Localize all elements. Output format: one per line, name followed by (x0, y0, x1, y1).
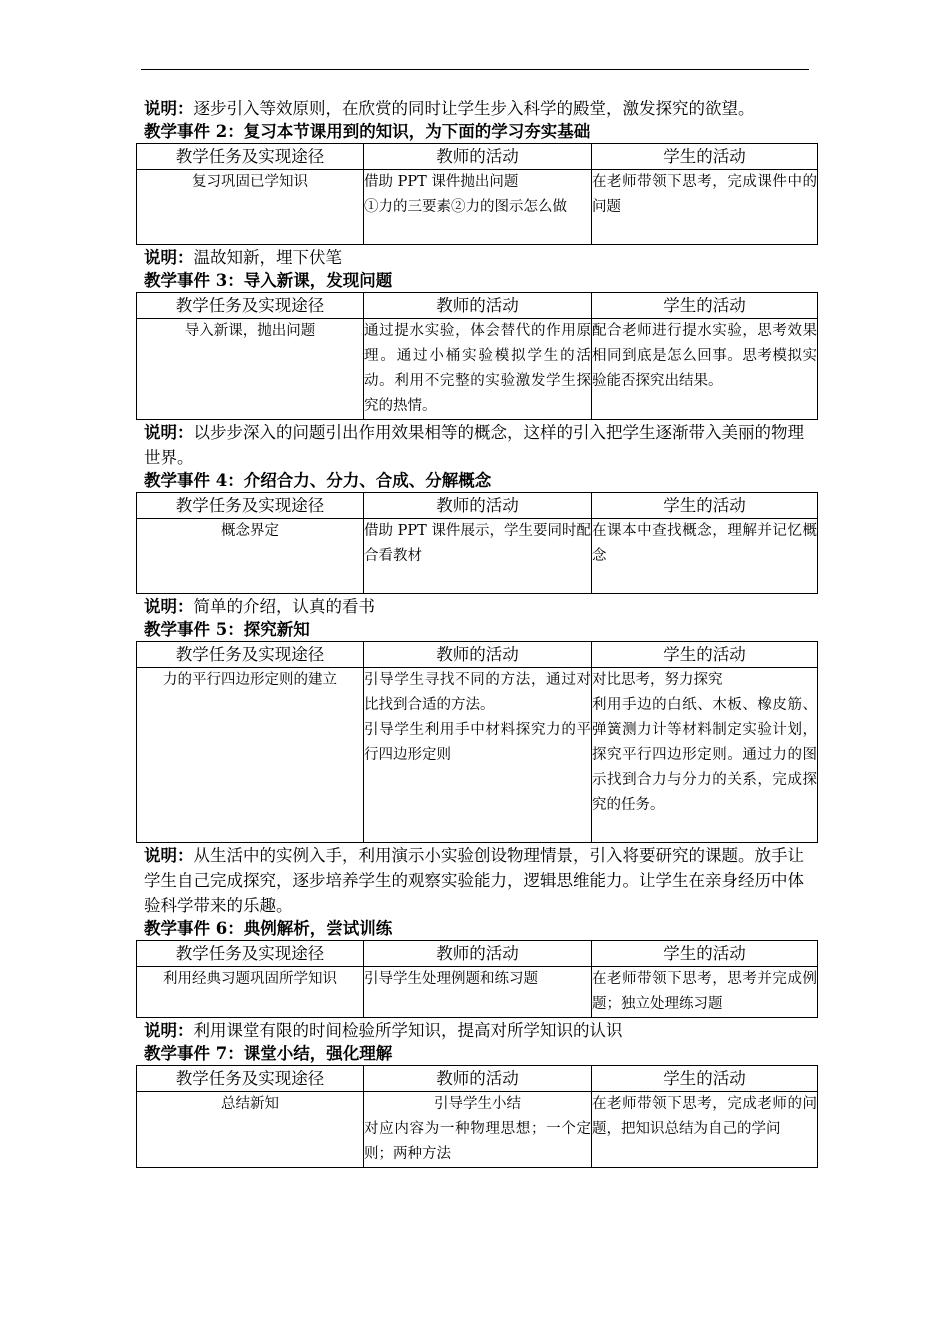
task-cell: 导入新课，抛出问题 (137, 319, 364, 420)
task-cell: 总结新知 (137, 1092, 364, 1168)
event-3-title: 教学事件 3：导入新课，发现问题 (144, 271, 393, 290)
header-task: 教学任务及实现途径 (137, 1066, 364, 1092)
event-7-title: 教学事件 7：课堂小结，强化理解 (144, 1044, 393, 1063)
event-7-table (136, 1065, 818, 1168)
teacher-cell: 借助 PPT 课件展示，学生要同时配合看教材 (364, 519, 592, 594)
note-3 (144, 420, 816, 470)
table-row (137, 170, 818, 245)
header-student: 学生的活动 (592, 642, 818, 668)
header-teacher: 教师的活动 (364, 1066, 592, 1092)
header-student: 学生的活动 (592, 1066, 818, 1092)
header-teacher: 教师的活动 (364, 493, 592, 519)
table-row (137, 319, 818, 420)
header-student: 学生的活动 (592, 941, 818, 967)
note-label: 说明： (144, 597, 194, 616)
note-6 (144, 1018, 816, 1043)
event-2-table (136, 143, 818, 245)
task-cell: 概念界定 (137, 519, 364, 594)
event-5-title: 教学事件 5：探究新知 (144, 620, 310, 639)
table-row (137, 967, 818, 1018)
student-cell (592, 668, 818, 843)
event-5-table (136, 641, 818, 843)
student-cell: 在老师带领下思考，完成课件中的问题 (592, 170, 818, 245)
note-label: 说明： (144, 423, 194, 442)
event-3-table (136, 292, 818, 420)
header-student: 学生的活动 (592, 293, 818, 319)
note-label: 说明： (144, 99, 194, 118)
note-label: 说明： (144, 248, 194, 267)
task-cell: 利用经典习题巩固所学知识 (137, 967, 364, 1018)
note-text: 简单的介绍，认真的看书 (193, 597, 375, 616)
header-teacher: 教师的活动 (364, 293, 592, 319)
teacher-cell (364, 170, 592, 245)
teacher-text-2: 引导学生利用手中材料探究力的平行四边形定则 (364, 722, 591, 763)
table-row (137, 519, 818, 594)
teacher-text-2: ①力的三要素②力的图示怎么做 (364, 199, 567, 215)
header-student: 学生的活动 (592, 144, 818, 170)
table-row (137, 1092, 818, 1168)
event-4-table (136, 492, 818, 594)
teacher-cell (364, 1092, 592, 1168)
student-cell: 配合老师进行提水实验，思考效果相同到底是怎么回事。思考模拟实验能否探究出结果。 (592, 319, 818, 420)
table-header-row (137, 642, 818, 668)
header-task: 教学任务及实现途径 (137, 293, 364, 319)
teacher-text-2: 对应内容为一种物理思想；一个定则；两种方法 (364, 1121, 591, 1162)
note-4 (144, 594, 816, 619)
header-student: 学生的活动 (592, 493, 818, 519)
student-text: 对比思考，努力探究 (592, 672, 723, 688)
event-4-title: 教学事件 4：介绍合力、分力、合成、分解概念 (144, 471, 492, 490)
student-cell: 在课本中查找概念，理解并记忆概念 (592, 519, 818, 594)
teacher-text: 引导学生小结 (434, 1096, 521, 1112)
document-body (144, 96, 816, 1168)
header-task: 教学任务及实现途径 (137, 941, 364, 967)
note-text: 温故知新，埋下伏笔 (193, 248, 342, 267)
student-cell: 在老师带领下思考，完成老师的问题，把知识总结为自己的学问 (592, 1092, 818, 1168)
teacher-cell: 引导学生处理例题和练习题 (364, 967, 592, 1018)
event-6-table (136, 940, 818, 1018)
header-teacher: 教师的活动 (364, 144, 592, 170)
note-5 (144, 843, 816, 918)
header-task: 教学任务及实现途径 (137, 642, 364, 668)
note-text: 以步步深入的问题引出作用效果相等的概念，这样的引入把学生逐渐带入美丽的物理世界。 (144, 423, 804, 467)
teacher-cell: 通过提水实验，体会替代的作用原理。通过小桶实验模拟学生的活动。利用不完整的实验激发学生探究的热情。 (364, 319, 592, 420)
teacher-text: 引导学生寻找不同的方法，通过对比找到合适的方法。 (364, 672, 591, 713)
table-header-row (137, 941, 818, 967)
student-cell: 在老师带领下思考，思考并完成例题；独立处理练习题 (592, 967, 818, 1018)
table-header-row (137, 1066, 818, 1092)
event-2-title: 教学事件 2：复习本节课用到的知识，为下面的学习夯实基础 (144, 122, 591, 141)
teacher-text: 借助 PPT 课件抛出问题 (364, 174, 519, 190)
note-text: 利用课堂有限的时间检验所学知识，提高对所学知识的认识 (193, 1021, 623, 1040)
header-teacher: 教师的活动 (364, 941, 592, 967)
header-teacher: 教师的活动 (364, 642, 592, 668)
task-cell: 力的平行四边形定则的建立 (137, 668, 364, 843)
note-2 (144, 245, 816, 270)
note-text: 从生活中的实例入手，利用演示小实验创设物理情景，引入将要研究的课题。放手让学生自己完成探究，逐步培养学生的观察实验能力，逻辑思维能力。让学生在亲身经历中体验科学带来的乐趣。 (144, 846, 804, 915)
note-text: 逐步引入等效原则，在欣赏的同时让学生步入科学的殿堂，激发探究的欲望。 (193, 99, 755, 118)
task-cell: 复习巩固已学知识 (137, 170, 364, 245)
header-task: 教学任务及实现途径 (137, 493, 364, 519)
header-task: 教学任务及实现途径 (137, 144, 364, 170)
table-header-row (137, 493, 818, 519)
note-label: 说明： (144, 1021, 194, 1040)
header-rule (141, 69, 809, 70)
table-row (137, 668, 818, 843)
student-text-2: 利用手边的白纸、木板、橡皮筋、弹簧测力计等材料制定实验计划，探究平行四边形定则。通过力的图示找到合力与分力的关系，完成探究的任务。 (592, 697, 817, 813)
note-1 (144, 96, 816, 121)
teacher-cell (364, 668, 592, 843)
table-header-row (137, 293, 818, 319)
table-header-row (137, 144, 818, 170)
note-label: 说明： (144, 846, 194, 865)
event-6-title: 教学事件 6：典例解析，尝试训练 (144, 919, 393, 938)
